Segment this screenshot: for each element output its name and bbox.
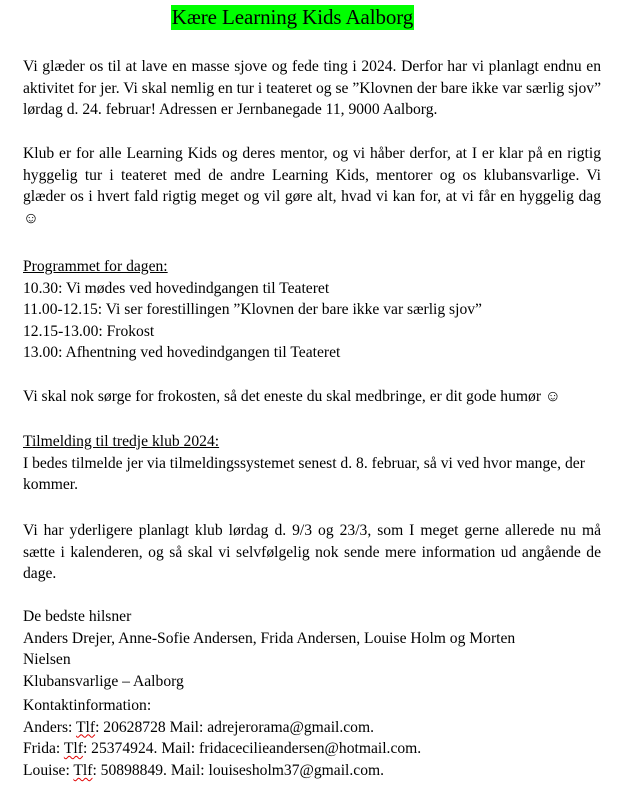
- program-item: 13.00: Afhentning ved hovedindgangen til Teateret: [23, 344, 341, 362]
- contact-name: Anders:: [23, 718, 76, 736]
- lunch-note: Vi skal nok sørge for frokosten, så det eneste du skal medbringe, er dit gode humør ☺: [23, 388, 561, 405]
- signoff-names-cont: Nielsen: [23, 651, 71, 669]
- tlf-label: Tlf: [63, 740, 83, 758]
- intro-paragraph: Vi glæder os til at lave en masse sjove og fede ting i 2024. Derfor har vi planlagt endnu en aktivitet for jer. Vi skal nemlig en tur i teateret og se ”Klovnen der bare ikke var særlig sjov” lørdag d. 24. februar! Adressen er Jernbanegade 11, 9000 Aalborg.: [23, 58, 601, 119]
- contact-section: [23, 695, 601, 781]
- contact-entry: [23, 738, 601, 760]
- document-title: Kære Learning Kids Aalborg: [171, 5, 414, 29]
- contact-heading: Kontaktinformation:: [23, 697, 152, 714]
- program-item: 11.00-12.15: Vi ser forestillingen ”Klovnen der bare ikke var særlig sjov”: [23, 301, 482, 319]
- program-item: 12.15-13.00: Frokost: [23, 322, 155, 340]
- program-section: [23, 256, 601, 364]
- contact-details: : 25374924. Mail: fridacecilieandersen@hotmail.com.: [82, 740, 422, 758]
- future-paragraph: Vi har yderligere planlagt klub lørdag d. 9/3 og 23/3, som I meget gerne allerede nu må sætte i kalenderen, og så skal vi selvfølgelig nok sende mere information ud angående de dage.: [23, 522, 601, 583]
- contact-details: : 50898849. Mail: louisesholm37@gmail.com.: [92, 761, 385, 779]
- contact-entry: [23, 717, 601, 739]
- contact-name: Frida:: [23, 740, 64, 758]
- registration-heading: Tilmelding til tredje klub 2024:: [23, 433, 220, 450]
- registration-text: I bedes tilmelde jer via tilmeldingssystemet senest d. 8. februar, så vi ved hvor mange, der kommer.: [23, 454, 585, 494]
- club-paragraph: Klub er for alle Learning Kids og deres mentor, og vi håber derfor, at I er klar på en rigtig hyggelig tur i teateret med de andre Learning Kids, mentorer og os klubansvarlige. Vi glæder os i hvert fald rigtig meget og vil gøre alt, hvad vi kan for, at vi får en hyggelig dag ☺: [23, 145, 601, 227]
- signoff-greeting: De bedste hilsner: [23, 608, 132, 625]
- title-row: [0, 0, 608, 31]
- signoff-section: [23, 606, 601, 692]
- tlf-label: Tlf: [73, 761, 93, 779]
- contact-name: Louise:: [23, 761, 74, 779]
- signoff-names: Anders Drejer, Anne-Sofie Andersen, Frida Andersen, Louise Holm og Morten: [23, 629, 516, 647]
- contact-entry: [23, 760, 601, 782]
- registration-section: [23, 431, 601, 496]
- signoff-role: Klubansvarlige – Aalborg: [23, 672, 184, 690]
- tlf-label: Tlf: [76, 718, 96, 736]
- contact-details: : 20628728 Mail: adrejerorama@gmail.com.: [95, 718, 375, 736]
- program-item: 10.30: Vi mødes ved hovedindgangen til Teateret: [23, 279, 330, 297]
- program-heading: Programmet for dagen:: [23, 258, 168, 275]
